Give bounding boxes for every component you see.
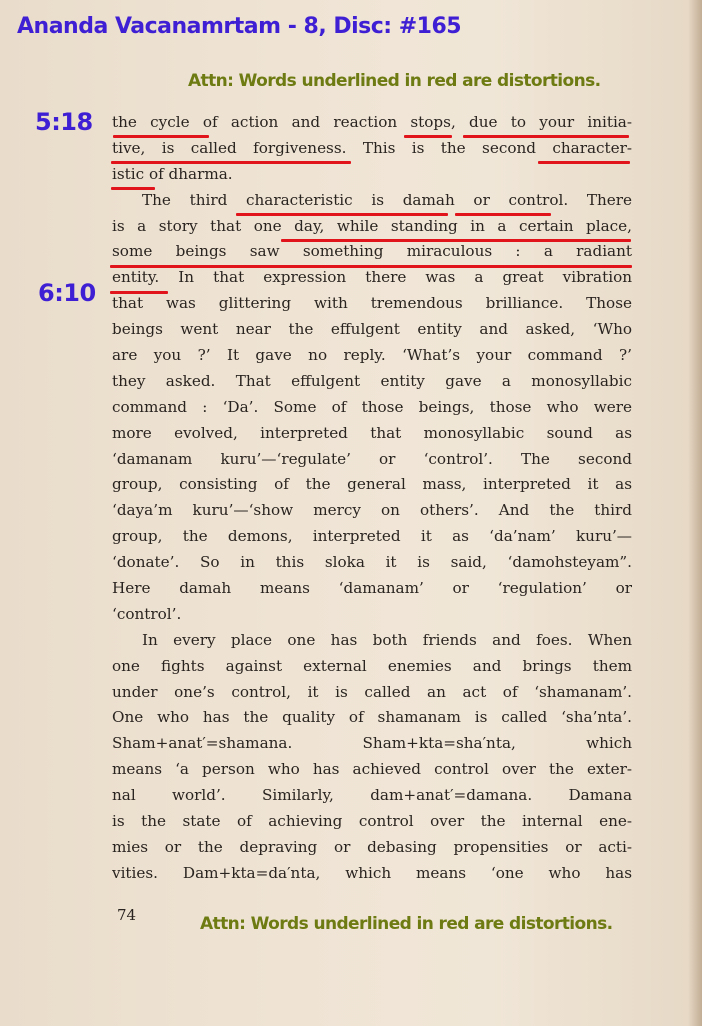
timestamp-1: 5:18 bbox=[35, 108, 93, 136]
text-line: group, the demons, interpreted it as ‘da’nam’ kuru’— bbox=[112, 527, 632, 546]
text-line: The third characteristic is damah or control. There bbox=[142, 190, 632, 209]
attention-note-bottom: Attn: Words underlined in red are distortions. bbox=[200, 914, 613, 934]
underline-mark bbox=[455, 213, 551, 216]
text-line: under one’s control, it is called an act of ‘shamanam’. bbox=[112, 682, 632, 701]
text-line: one fights against external enemies and brings them bbox=[112, 656, 632, 675]
text-line: is the state of achieving control over the internal ene- bbox=[112, 812, 632, 831]
text-line: more evolved, interpreted that monosyllabic sound as bbox=[112, 423, 632, 442]
text-line: vities. Dam+kta=da′nta, which means ‘one who has bbox=[112, 863, 632, 882]
text-line: command : ‘Da’. Some of those beings, those who were bbox=[112, 397, 632, 416]
text-line: tive, is called forgiveness. This is the second character- bbox=[112, 138, 632, 157]
text-line: means ‘a person who has achieved control over the exter- bbox=[112, 760, 632, 779]
text-line: ‘daya’m kuru’—‘show mercy on others’. And the third bbox=[112, 501, 632, 520]
text-line: mies or the depraving or debasing propensities or acti- bbox=[112, 837, 632, 856]
underline-mark bbox=[404, 135, 452, 138]
underline-mark bbox=[538, 161, 630, 164]
text-line: Here damah means ‘damanam’ or ‘regulation’ or bbox=[112, 579, 632, 598]
page-edge-shadow bbox=[688, 0, 702, 1026]
text-line: they asked. That effulgent entity gave a monosyllabic bbox=[112, 371, 632, 390]
text-line: nal world’. Similarly, dam+anat′=damana. Damana bbox=[112, 786, 632, 805]
text-line: beings went near the effulgent entity and asked, ‘Who bbox=[112, 320, 632, 339]
text-line: that was glittering with tremendous brilliance. Those bbox=[112, 294, 632, 313]
timestamp-2: 6:10 bbox=[38, 279, 96, 307]
underline-mark bbox=[236, 213, 448, 216]
text-line: ‘donate’. So in this sloka it is said, ‘damohsteyam”. bbox=[112, 553, 632, 572]
text-line: group, consisting of the general mass, interpreted it as bbox=[112, 475, 632, 494]
underline-mark bbox=[110, 265, 632, 268]
underline-mark bbox=[463, 135, 629, 138]
attention-note-top: Attn: Words underlined in red are distortions. bbox=[188, 71, 601, 91]
overlay-title: Ananda Vacanamrtam - 8, Disc: #165 bbox=[17, 14, 462, 39]
text-line: istic of dharma. bbox=[112, 164, 233, 183]
underline-mark bbox=[111, 161, 351, 164]
text-line: One who has the quality of shamanam is called ‘sha’nta’. bbox=[112, 708, 632, 727]
text-line: some beings saw something miraculous : a radiant bbox=[112, 242, 632, 261]
underline-mark bbox=[111, 187, 155, 190]
text-line: the cycle of action and reaction stops, due to your initia- bbox=[112, 113, 632, 131]
text-line: is a story that one day, while standing in a certain place, bbox=[112, 216, 632, 235]
text-line: In every place one has both friends and foes. When bbox=[142, 630, 632, 649]
text-line: entity. In that expression there was a great vibration bbox=[112, 268, 632, 287]
page-number: 74 bbox=[117, 906, 137, 924]
text-line: Sham+anat′=shamana. Sham+kta=sha′nta, which bbox=[112, 734, 632, 753]
underline-mark bbox=[110, 291, 168, 294]
text-line: ‘damanam kuru’—‘regulate’ or ‘control’. The second bbox=[112, 449, 632, 468]
underline-mark bbox=[113, 135, 209, 138]
body-text bbox=[112, 110, 632, 887]
text-line: ‘control’. bbox=[112, 604, 182, 623]
underline-mark bbox=[281, 239, 631, 242]
text-line: are you ?’ It gave no reply. ‘What’s your command ?’ bbox=[112, 346, 632, 365]
